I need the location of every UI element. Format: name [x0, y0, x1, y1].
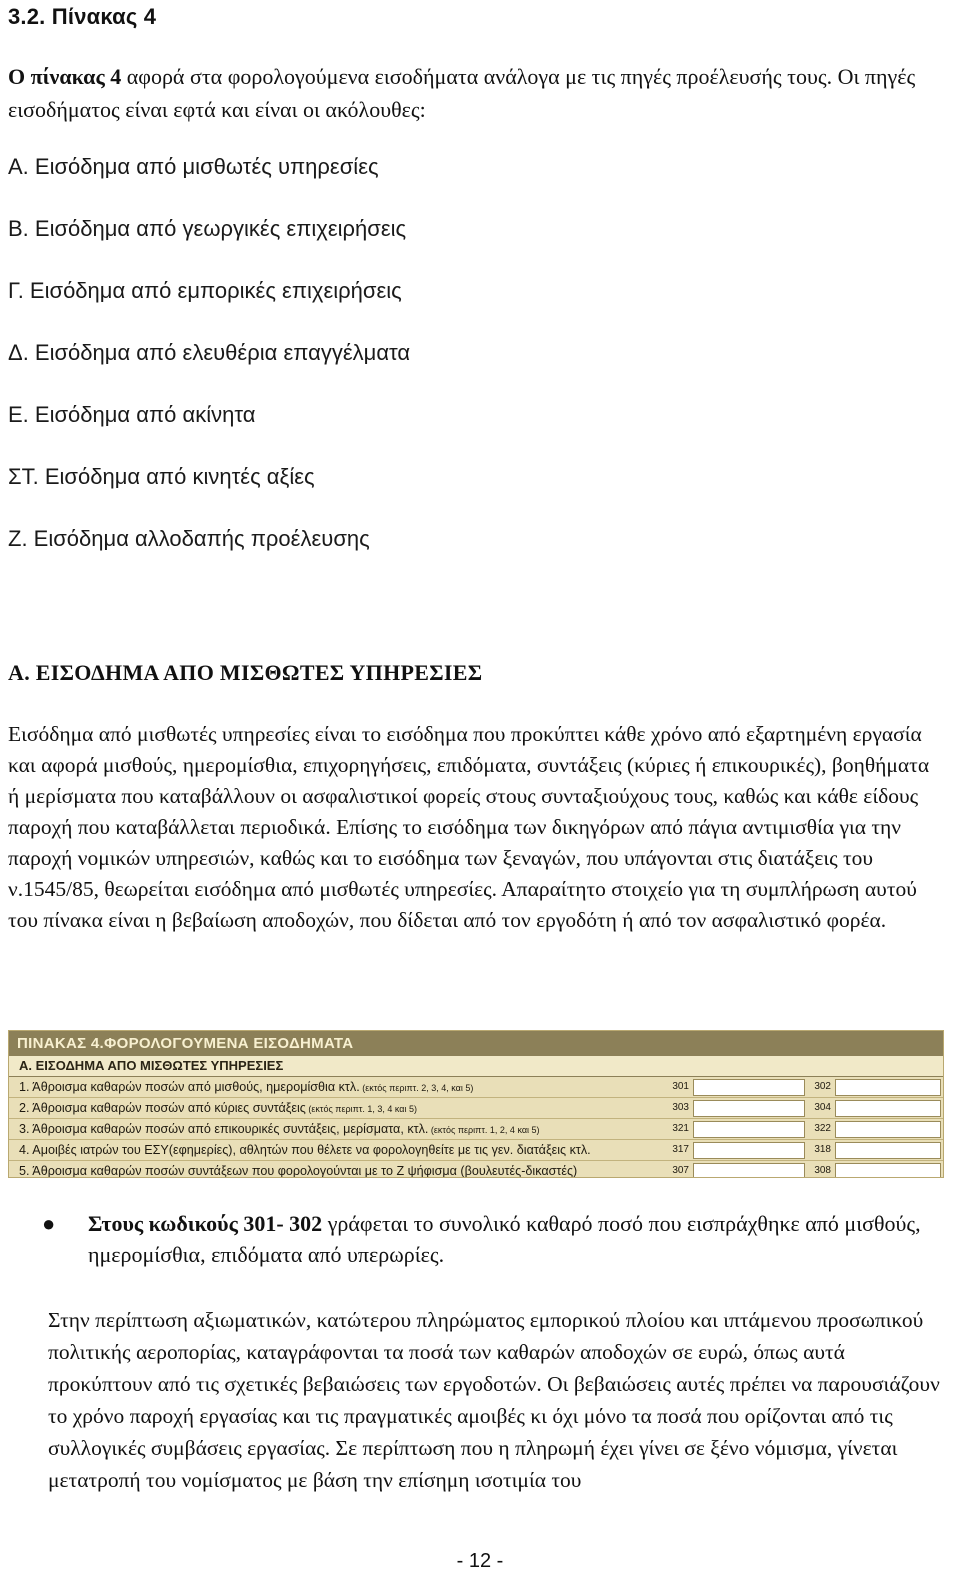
- amount-field: [693, 1079, 805, 1096]
- intro-bold-lead: Ο πίνακας 4: [8, 64, 122, 89]
- form-code: 304: [814, 1102, 831, 1113]
- amount-field: [693, 1100, 805, 1117]
- form-code: 317: [672, 1144, 689, 1155]
- form-row: [9, 1140, 943, 1161]
- form-row: [9, 1077, 943, 1098]
- amount-field: [693, 1121, 805, 1138]
- form-title: ΠΙΝΑΚΑΣ 4.ΦΟΡΟΛΟΓΟΥΜΕΝΑ ΕΙΣΟΔΗΜΑΤΑ: [9, 1031, 943, 1056]
- income-sources-list: [8, 152, 410, 586]
- form-code: 318: [814, 1144, 831, 1155]
- form-row: [9, 1098, 943, 1119]
- bullet-icon: ●: [42, 1211, 56, 1236]
- page-number: - 12 -: [456, 1550, 504, 1572]
- amount-field: [835, 1163, 941, 1178]
- form-row: [9, 1119, 943, 1140]
- form-row-note: (εκτός περιπτ. 1, 2, 4 και 5): [428, 1125, 540, 1135]
- income-source-item: Ε. Εισόδημα από ακίνητα: [8, 402, 256, 427]
- amount-field: [835, 1079, 941, 1096]
- income-source-item: Ζ. Εισόδημα αλλοδαπής προέλευσης: [8, 526, 370, 551]
- form-row-label: 2. Άθροισμα καθαρών ποσών από κύριες συντάξεις: [19, 1101, 306, 1115]
- form-row-label: 5. Άθροισμα καθαρών ποσών συντάξεων που φορολογούνται με το Ζ ψήφισμα (βουλευτές-δικαστές): [19, 1164, 578, 1178]
- amount-field: [693, 1142, 805, 1159]
- form-row-note: (εκτός περιπτ. 1, 3, 4 και 5): [305, 1104, 418, 1114]
- form-code: 301: [672, 1081, 689, 1092]
- form-row: [9, 1161, 943, 1178]
- form-code: 303: [672, 1102, 689, 1113]
- income-source-item: ΣΤ. Εισόδημα από κινητές αξίες: [8, 464, 315, 489]
- form-row-label: 1. Άθροισμα καθαρών ποσών από μισθούς, ημερομίσθια κτλ.: [19, 1080, 360, 1094]
- income-source-item: Δ. Εισόδημα από ελευθέρια επαγγέλματα: [8, 340, 411, 365]
- intro-text: αφορά στα φορολογούμενα εισοδήματα ανάλογα με τις πηγές προέλευσής τους. Οι πηγές εισοδήματος είναι εφτά και είναι οι ακόλουθες:: [8, 64, 916, 122]
- section-title: 3.2. Πίνακας 4: [8, 4, 157, 29]
- bullet-text: γράφεται το συνολικό καθαρό ποσό που εισπράχθηκε από μισθούς, ημερομίσθια, επιδόματα από υπερωρίες.: [88, 1211, 921, 1267]
- form-code: 307: [672, 1165, 689, 1176]
- income-source-item: Γ. Εισόδημα από εμπορικές επιχειρήσεις: [8, 278, 402, 303]
- amount-field: [835, 1100, 941, 1117]
- subsection-heading: Α. ΕΙΣΟΔΗΜΑ ΑΠΟ ΜΙΣΘΩΤΕΣ ΥΠΗΡΕΣΙΕΣ: [8, 660, 483, 685]
- bullet-item: [42, 1208, 928, 1270]
- income-source-item: Α. Εισόδημα από μισθωτές υπηρεσίες: [8, 154, 379, 179]
- income-source-item: Β. Εισόδημα από γεωργικές επιχειρήσεις: [8, 216, 407, 241]
- form-code: 302: [814, 1081, 831, 1092]
- body-paragraph-2: Στην περίπτωση αξιωματικών, κατώτερου πληρώματος εμπορικού πλοίου και ιπτάμενου προσωπικού πολιτικής αεροπορίας, καταγράφονται τα ποσά των καθαρών αποδοχών σε ευρώ, όπως αυτά προκύπτουν από τις σχετικές βεβαιώσεις των εργοδοτών. Οι βεβαιώσεις αυτές πρέπει να παρουσιάζουν το χρόνο παροχή εργασίας και τις πραγματικές αμοιβές κι όχι μόνο τα ποσά που ορίζονται από τις συλλογικές συμβάσεις εργασίας. Σε περίπτωση που η πληρωμή έχει γίνει σε ξένο νόμισμα, γίνεται μετατροπή του νομίσματος με βάση την επίσημη ισοτιμία του: [48, 1308, 940, 1492]
- amount-field: [835, 1121, 941, 1138]
- form-code: 321: [672, 1123, 689, 1134]
- amount-field: [835, 1142, 941, 1159]
- form-subtitle: Α. ΕΙΣΟΔΗΜΑ ΑΠΟ ΜΙΣΘΩΤΕΣ ΥΠΗΡΕΣΙΕΣ: [9, 1056, 943, 1077]
- tax-form-table-image: [8, 1030, 944, 1178]
- form-row-label: 4. Αμοιβές ιατρών του ΕΣΥ(εφημερίες), αθλητών που θέλετε να φορολογηθείτε με τις γεν. διατάξεις κτλ.: [19, 1143, 591, 1157]
- body-paragraph: Εισόδημα από μισθωτές υπηρεσίες είναι το εισόδημα που προκύπτει κάθε χρόνο από εξαρτημένη εργασία και αφορά μισθούς, ημερομίσθια, επιχορηγήσεις, επιδόματα, συντάξεις (κύριες ή επικουρικές), βοηθήματα ή μερίσματα που καταβάλλουν οι ασφαλιστικοί φορείς στους συνταξιούχους τους, καθώς και κάθε είδους παροχή που καταβάλλεται περιοδικά. Επίσης το εισόδημα των δικηγόρων από πάγια αντιμισθία για την παροχή νομικών υπηρεσιών, καθώς και το εισόδημα των ξεναγών, που υπάγονται στις διατάξεις του ν.1545/85, θεωρείται εισόδημα από μισθωτές υπηρεσίες. Απαραίτητο στοιχείο για τη συμπλήρωση αυτού του πίνακα είναι η βεβαίωση αποδοχών, που δίδεται από τον εργοδότη ή από τον ασφαλιστικό φορέα.: [8, 722, 930, 932]
- intro-paragraph: [8, 60, 938, 126]
- form-row-label: 3. Άθροισμα καθαρών ποσών από επικουρικές συντάξεις, μερίσματα, κτλ.: [19, 1122, 429, 1136]
- form-code: 308: [814, 1165, 831, 1176]
- form-code: 322: [814, 1123, 831, 1134]
- bullet-bold: Στους κωδικούς 301- 302: [88, 1211, 323, 1236]
- amount-field: [693, 1163, 805, 1178]
- form-row-note: (εκτός περιπτ. 2, 3, 4, και 5): [359, 1083, 474, 1093]
